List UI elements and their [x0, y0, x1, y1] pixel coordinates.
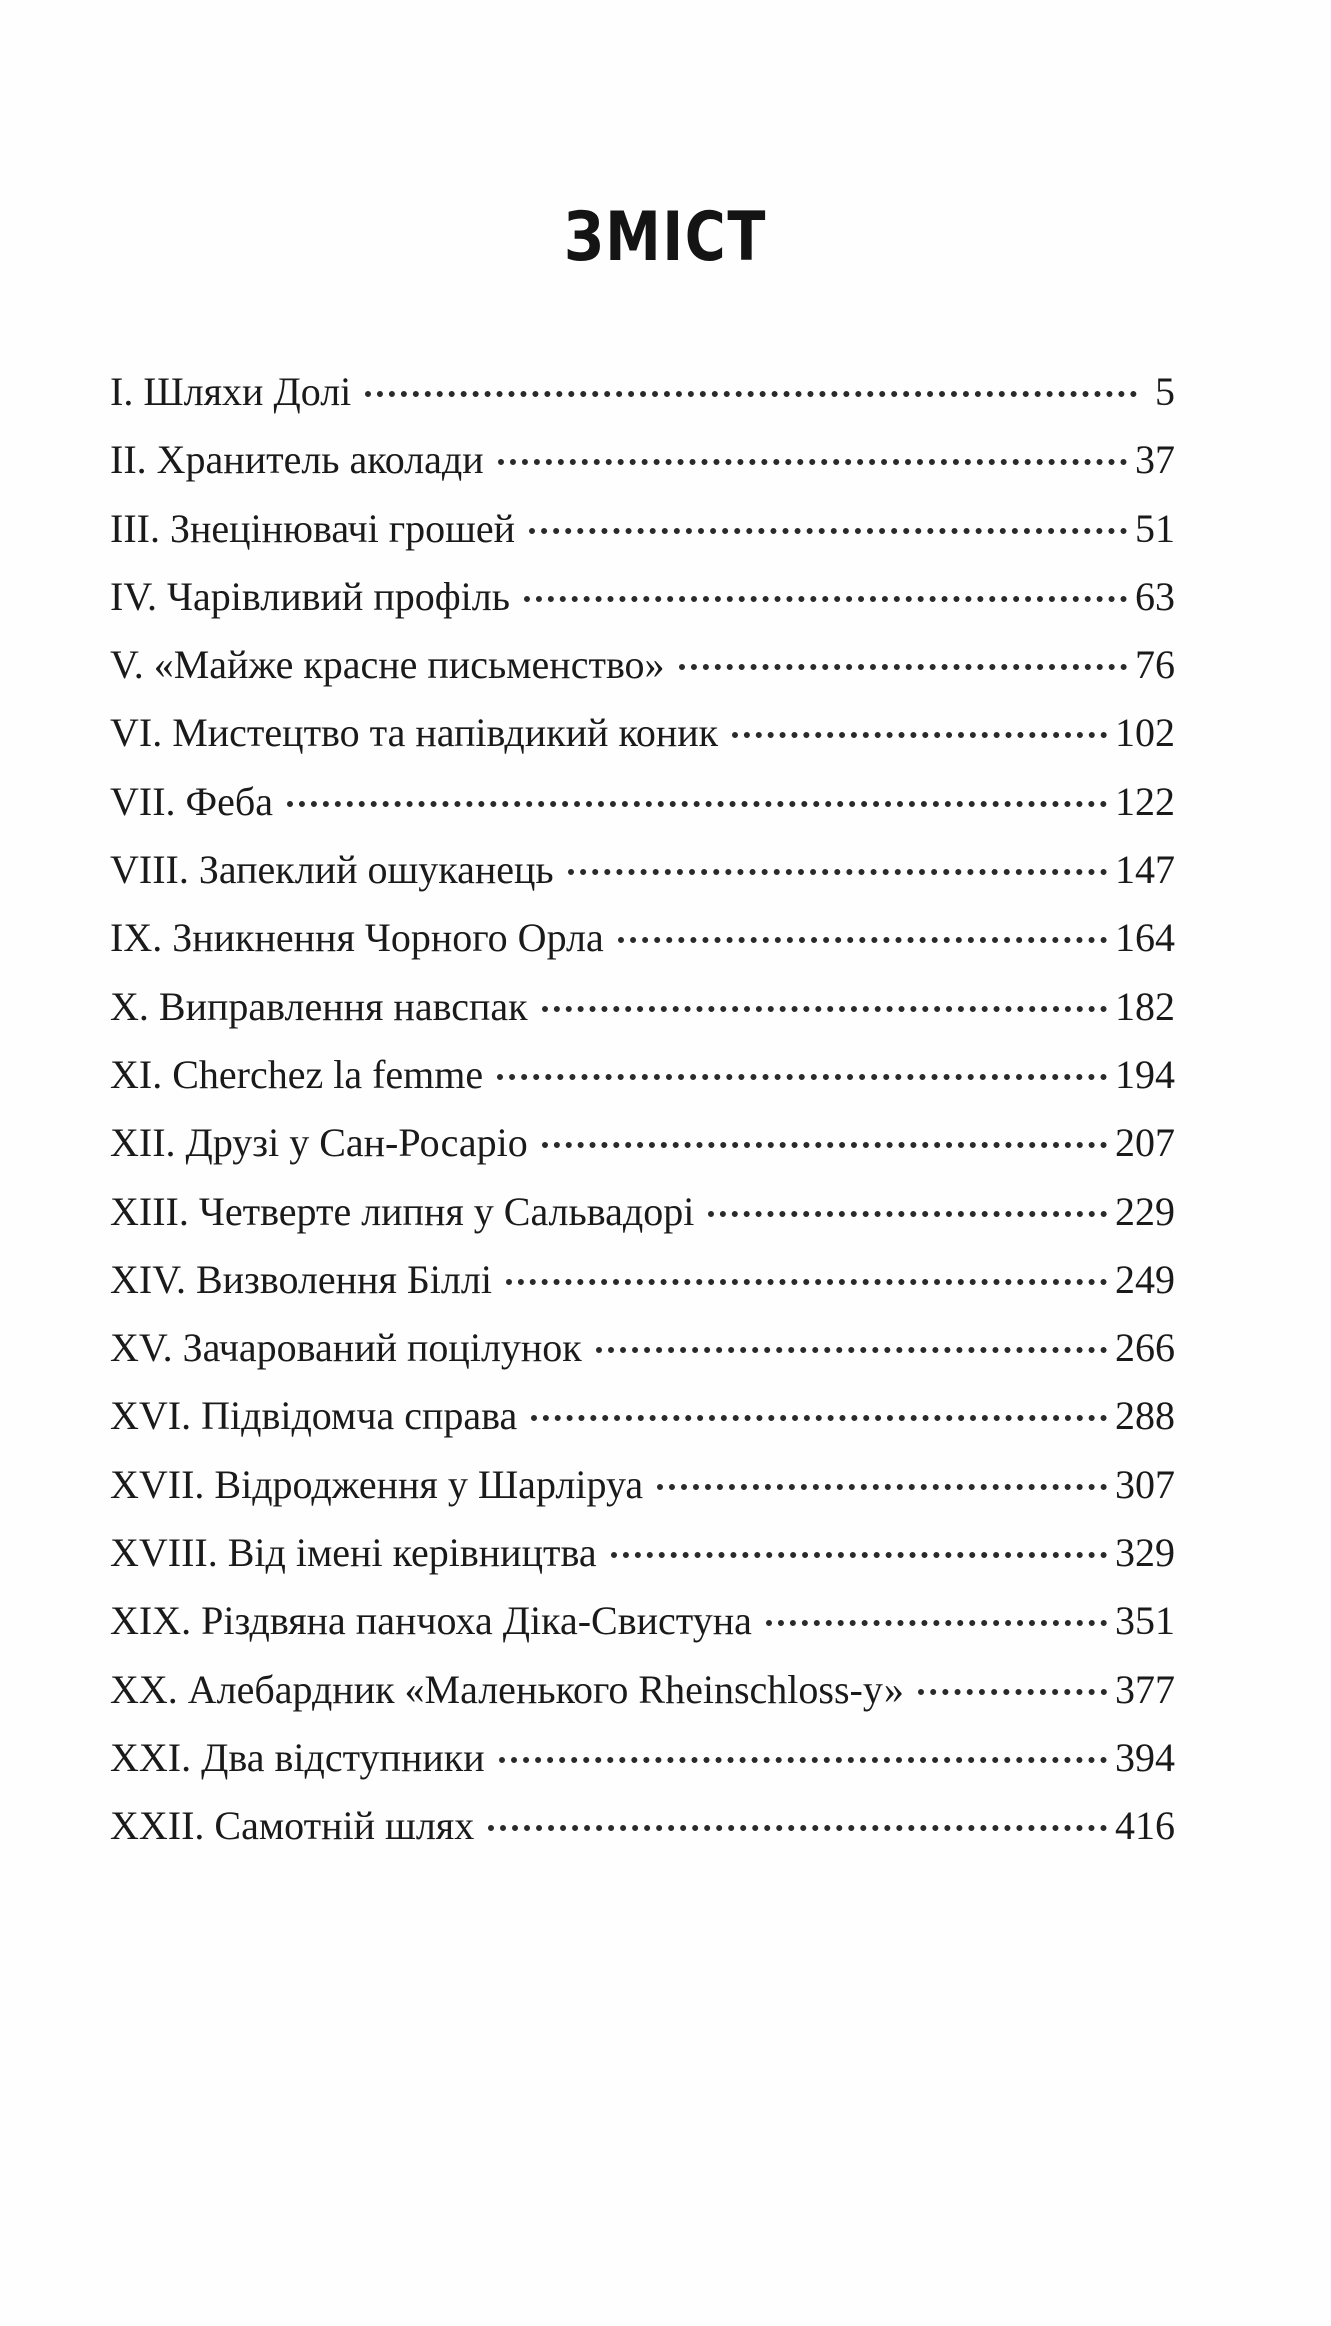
toc-entry	[110, 631, 1175, 699]
toc-entry-page: 164	[1115, 915, 1175, 961]
toc-entry-title: VII. Феба	[110, 778, 273, 824]
toc-entry	[110, 426, 1175, 494]
toc-entry	[110, 358, 1175, 426]
dot-leader	[568, 869, 1107, 875]
toc-entry-title: XVII. Відродження у Шарліруа	[110, 1461, 644, 1507]
toc-entry	[110, 1314, 1175, 1382]
toc-entry-title: III. Знецінювачі грошей	[110, 505, 516, 551]
toc-entry-title: VIII. Запеклий ошуканець	[110, 847, 554, 893]
toc-entry	[110, 1246, 1175, 1314]
toc-entry-title: XIII. Четверте липня у Сальвадорі	[110, 1188, 695, 1234]
toc-entry-page: 5	[1155, 369, 1175, 414]
toc-entry	[110, 836, 1175, 904]
toc-entry-page: 51	[1135, 505, 1175, 551]
toc-entry-page: 394	[1115, 1734, 1175, 1780]
toc-entry-title: XXI. Два відступники	[110, 1734, 485, 1780]
dot-leader	[506, 1279, 1107, 1285]
toc-entry-page: 266	[1115, 1325, 1175, 1371]
toc-entry	[110, 1792, 1175, 1860]
dot-leader	[918, 1689, 1107, 1695]
toc-entry	[110, 768, 1175, 836]
toc-entry-title: XV. Зачарований поцілунок	[110, 1325, 582, 1371]
toc-entry-page: 37	[1135, 437, 1175, 483]
dot-leader	[657, 1484, 1107, 1490]
toc-entry-page: 102	[1115, 710, 1175, 756]
dot-leader	[611, 1552, 1107, 1558]
toc-entry	[110, 563, 1175, 631]
toc-entry-title: VI. Мистецтво та напівдикий коник	[110, 710, 719, 756]
toc-entry-page: 76	[1135, 642, 1175, 688]
toc-entry-title: XIV. Визволення Біллі	[110, 1256, 492, 1302]
toc-entry-title: XII. Друзі у Сан-Росаріо	[110, 1120, 528, 1166]
toc-entry-page: 377	[1115, 1666, 1175, 1712]
toc-entry	[110, 1109, 1175, 1177]
toc-entry	[110, 1519, 1175, 1587]
toc-entry-title: XIX. Різдвяна панчоха Діка-Свистуна	[110, 1598, 752, 1644]
toc-entry	[110, 1656, 1175, 1724]
dot-leader	[679, 664, 1127, 670]
toc-entry-title: XXII. Самотній шлях	[110, 1803, 475, 1849]
toc-entry-title: XX. Алебардник «Маленького Rheinschloss-у»	[110, 1666, 904, 1712]
toc-entry	[110, 973, 1175, 1041]
toc-entry-title: II. Хранитель аколади	[110, 437, 484, 483]
toc-entry-title: XVI. Підвідомча справа	[110, 1393, 518, 1439]
toc-entry-page: 194	[1115, 1051, 1175, 1097]
toc-entry-page: 207	[1115, 1120, 1175, 1166]
toc-entry	[110, 495, 1175, 563]
dot-leader	[542, 1142, 1107, 1148]
toc-entry	[110, 1724, 1175, 1792]
toc-entry	[110, 1041, 1175, 1109]
toc-entry-page: 307	[1115, 1461, 1175, 1507]
table-of-contents	[110, 358, 1175, 1861]
dot-leader	[531, 1415, 1107, 1421]
toc-entry-page: 416	[1115, 1803, 1175, 1849]
toc-entry-title: XVIII. Від імені керівництва	[110, 1530, 597, 1576]
toc-entry-title: IV. Чарівливий профіль	[110, 573, 510, 619]
dot-leader	[732, 732, 1107, 738]
toc-entry	[110, 699, 1175, 767]
toc-entry-page: 249	[1115, 1256, 1175, 1302]
toc-entry-title: IX. Зникнення Чорного Орла	[110, 915, 604, 961]
dot-leader	[524, 596, 1127, 602]
dot-leader	[529, 528, 1127, 534]
toc-entry-page: 229	[1115, 1188, 1175, 1234]
toc-entry-page: 147	[1115, 847, 1175, 893]
dot-leader	[766, 1620, 1107, 1626]
dot-leader	[596, 1347, 1107, 1353]
dot-leader	[618, 937, 1107, 943]
toc-entry-title: X. Виправлення навспак	[110, 983, 528, 1029]
toc-entry-title: V. «Майже красне письменство»	[110, 642, 665, 688]
toc-entry	[110, 1178, 1175, 1246]
toc-entry-page: 351	[1115, 1598, 1175, 1644]
toc-entry	[110, 904, 1175, 972]
toc-entry	[110, 1451, 1175, 1519]
toc-entry-page: 182	[1115, 983, 1175, 1029]
toc-entry-title: I. Шляхи Долі	[110, 369, 352, 414]
toc-entry-page: 122	[1115, 778, 1175, 824]
dot-leader	[708, 1211, 1107, 1217]
dot-leader	[542, 1006, 1107, 1012]
toc-entry	[110, 1587, 1175, 1655]
toc-entry	[110, 1382, 1175, 1450]
dot-leader	[497, 1074, 1107, 1080]
dot-leader	[287, 801, 1107, 807]
toc-entry-page: 329	[1115, 1530, 1175, 1576]
toc-entry-title: XI. Cherchez la femme	[110, 1051, 484, 1097]
toc-entry-page: 63	[1135, 573, 1175, 619]
dot-leader	[498, 459, 1127, 465]
dot-leader	[488, 1825, 1107, 1831]
toc-entry-page: 288	[1115, 1393, 1175, 1439]
page-title: ЗМІСТ	[563, 198, 768, 277]
dot-leader	[499, 1757, 1107, 1763]
dot-leader	[365, 391, 1137, 397]
